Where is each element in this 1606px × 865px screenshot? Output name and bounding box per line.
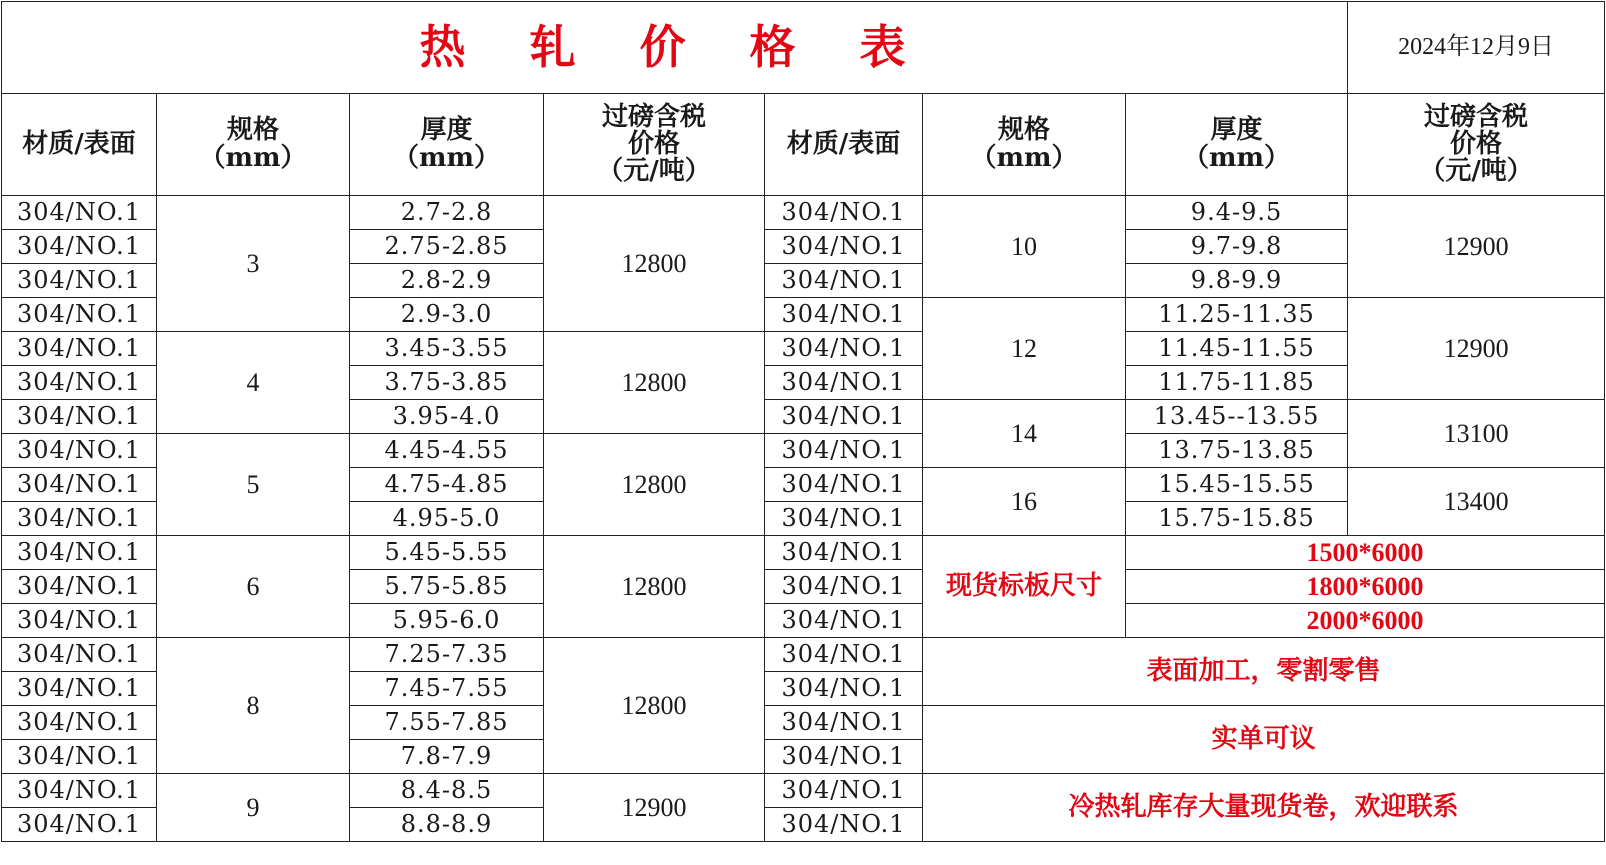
thickness-cell: 9.8-9.9 bbox=[1126, 264, 1348, 298]
thickness-cell: 13.75-13.85 bbox=[1126, 434, 1348, 468]
material-cell: 304/NO.1 bbox=[765, 400, 923, 434]
thickness-cell: 13.45--13.55 bbox=[1126, 400, 1348, 434]
thickness-cell: 15.75-15.85 bbox=[1126, 502, 1348, 536]
material-cell: 304/NO.1 bbox=[765, 604, 923, 638]
material-cell: 304/NO.1 bbox=[2, 570, 157, 604]
material-cell: 304/NO.1 bbox=[2, 536, 157, 570]
price-cell: 12900 bbox=[1348, 196, 1605, 298]
header-price-right: 过磅含税 价格 （元/吨） bbox=[1348, 94, 1605, 196]
price-cell: 12900 bbox=[544, 774, 765, 842]
spec-cell: 10 bbox=[923, 196, 1126, 298]
material-cell: 304/NO.1 bbox=[2, 706, 157, 740]
material-cell: 304/NO.1 bbox=[765, 808, 923, 842]
price-cell: 12800 bbox=[544, 536, 765, 638]
thickness-cell: 11.75-11.85 bbox=[1126, 366, 1348, 400]
material-cell: 304/NO.1 bbox=[765, 706, 923, 740]
header-material-right: 材质/表面 bbox=[765, 94, 923, 196]
thickness-cell: 2.7-2.8 bbox=[350, 196, 544, 230]
price-cell: 12800 bbox=[544, 332, 765, 434]
material-cell: 304/NO.1 bbox=[765, 230, 923, 264]
thickness-cell: 2.75-2.85 bbox=[350, 230, 544, 264]
material-cell: 304/NO.1 bbox=[765, 468, 923, 502]
thickness-cell: 4.95-5.0 bbox=[350, 502, 544, 536]
material-cell: 304/NO.1 bbox=[765, 332, 923, 366]
spec-cell: 6 bbox=[157, 536, 350, 638]
thickness-cell: 3.75-3.85 bbox=[350, 366, 544, 400]
page-title: 热 轧 价 格 表 bbox=[2, 2, 1348, 94]
thickness-cell: 7.25-7.35 bbox=[350, 638, 544, 672]
spec-cell: 4 bbox=[157, 332, 350, 434]
table-row bbox=[2, 196, 1605, 230]
header-spec-left: 规格 （mm） bbox=[157, 94, 350, 196]
material-cell: 304/NO.1 bbox=[2, 774, 157, 808]
stock-size: 1800*6000 bbox=[1126, 570, 1605, 604]
material-cell: 304/NO.1 bbox=[2, 672, 157, 706]
thickness-cell: 2.8-2.9 bbox=[350, 264, 544, 298]
thickness-cell: 9.4-9.5 bbox=[1126, 196, 1348, 230]
price-cell: 12900 bbox=[1348, 298, 1605, 400]
thickness-cell: 5.95-6.0 bbox=[350, 604, 544, 638]
thickness-cell: 3.95-4.0 bbox=[350, 400, 544, 434]
thickness-cell: 4.45-4.55 bbox=[350, 434, 544, 468]
material-cell: 304/NO.1 bbox=[2, 366, 157, 400]
material-cell: 304/NO.1 bbox=[2, 604, 157, 638]
material-cell: 304/NO.1 bbox=[2, 298, 157, 332]
table-row bbox=[2, 536, 1605, 570]
price-cell: 13400 bbox=[1348, 468, 1605, 536]
material-cell: 304/NO.1 bbox=[2, 332, 157, 366]
price-table bbox=[1, 1, 1605, 842]
thickness-cell: 4.75-4.85 bbox=[350, 468, 544, 502]
material-cell: 304/NO.1 bbox=[2, 434, 157, 468]
material-cell: 304/NO.1 bbox=[2, 264, 157, 298]
price-cell: 12800 bbox=[544, 434, 765, 536]
material-cell: 304/NO.1 bbox=[765, 570, 923, 604]
header-spec-right: 规格 （mm） bbox=[923, 94, 1126, 196]
thickness-cell: 7.8-7.9 bbox=[350, 740, 544, 774]
spec-cell: 16 bbox=[923, 468, 1126, 536]
thickness-cell: 8.4-8.5 bbox=[350, 774, 544, 808]
thickness-cell: 3.45-3.55 bbox=[350, 332, 544, 366]
material-cell: 304/NO.1 bbox=[2, 230, 157, 264]
header-material-left: 材质/表面 bbox=[2, 94, 157, 196]
table-row bbox=[2, 774, 1605, 808]
material-cell: 304/NO.1 bbox=[765, 366, 923, 400]
material-cell: 304/NO.1 bbox=[2, 638, 157, 672]
material-cell: 304/NO.1 bbox=[2, 400, 157, 434]
note-processing: 表面加工，零割零售 bbox=[923, 638, 1605, 706]
header-thickness-right: 厚度 （mm） bbox=[1126, 94, 1348, 196]
thickness-cell: 11.25-11.35 bbox=[1126, 298, 1348, 332]
spec-cell: 9 bbox=[157, 774, 350, 842]
material-cell: 304/NO.1 bbox=[765, 196, 923, 230]
material-cell: 304/NO.1 bbox=[765, 298, 923, 332]
thickness-cell: 2.9-3.0 bbox=[350, 298, 544, 332]
note-negotiable: 实单可议 bbox=[923, 706, 1605, 774]
material-cell: 304/NO.1 bbox=[2, 502, 157, 536]
thickness-cell: 15.45-15.55 bbox=[1126, 468, 1348, 502]
material-cell: 304/NO.1 bbox=[2, 740, 157, 774]
thickness-cell: 11.45-11.55 bbox=[1126, 332, 1348, 366]
header-row bbox=[2, 94, 1605, 196]
price-cell: 12800 bbox=[544, 196, 765, 332]
spec-cell: 5 bbox=[157, 434, 350, 536]
material-cell: 304/NO.1 bbox=[765, 672, 923, 706]
thickness-cell: 5.75-5.85 bbox=[350, 570, 544, 604]
material-cell: 304/NO.1 bbox=[765, 638, 923, 672]
price-cell: 13100 bbox=[1348, 400, 1605, 468]
spec-cell: 14 bbox=[923, 400, 1126, 468]
material-cell: 304/NO.1 bbox=[765, 740, 923, 774]
stock-size-label: 现货标板尺寸 bbox=[923, 536, 1126, 638]
spec-cell: 8 bbox=[157, 638, 350, 774]
note-stock-contact: 冷热轧库存大量现货卷，欢迎联系 bbox=[923, 774, 1605, 842]
stock-size: 1500*6000 bbox=[1126, 536, 1605, 570]
thickness-cell: 8.8-8.9 bbox=[350, 808, 544, 842]
price-cell: 12800 bbox=[544, 638, 765, 774]
material-cell: 304/NO.1 bbox=[2, 808, 157, 842]
material-cell: 304/NO.1 bbox=[765, 502, 923, 536]
material-cell: 304/NO.1 bbox=[765, 264, 923, 298]
header-thickness-left: 厚度 （mm） bbox=[350, 94, 544, 196]
stock-size: 2000*6000 bbox=[1126, 604, 1605, 638]
date-label: 2024年12月9日 bbox=[1348, 2, 1605, 94]
material-cell: 304/NO.1 bbox=[765, 774, 923, 808]
thickness-cell: 9.7-9.8 bbox=[1126, 230, 1348, 264]
material-cell: 304/NO.1 bbox=[765, 434, 923, 468]
material-cell: 304/NO.1 bbox=[765, 536, 923, 570]
material-cell: 304/NO.1 bbox=[2, 468, 157, 502]
spec-cell: 3 bbox=[157, 196, 350, 332]
header-price-left: 过磅含税 价格 （元/吨） bbox=[544, 94, 765, 196]
material-cell: 304/NO.1 bbox=[2, 196, 157, 230]
spec-cell: 12 bbox=[923, 298, 1126, 400]
thickness-cell: 5.45-5.55 bbox=[350, 536, 544, 570]
thickness-cell: 7.45-7.55 bbox=[350, 672, 544, 706]
thickness-cell: 7.55-7.85 bbox=[350, 706, 544, 740]
table-row bbox=[2, 638, 1605, 672]
